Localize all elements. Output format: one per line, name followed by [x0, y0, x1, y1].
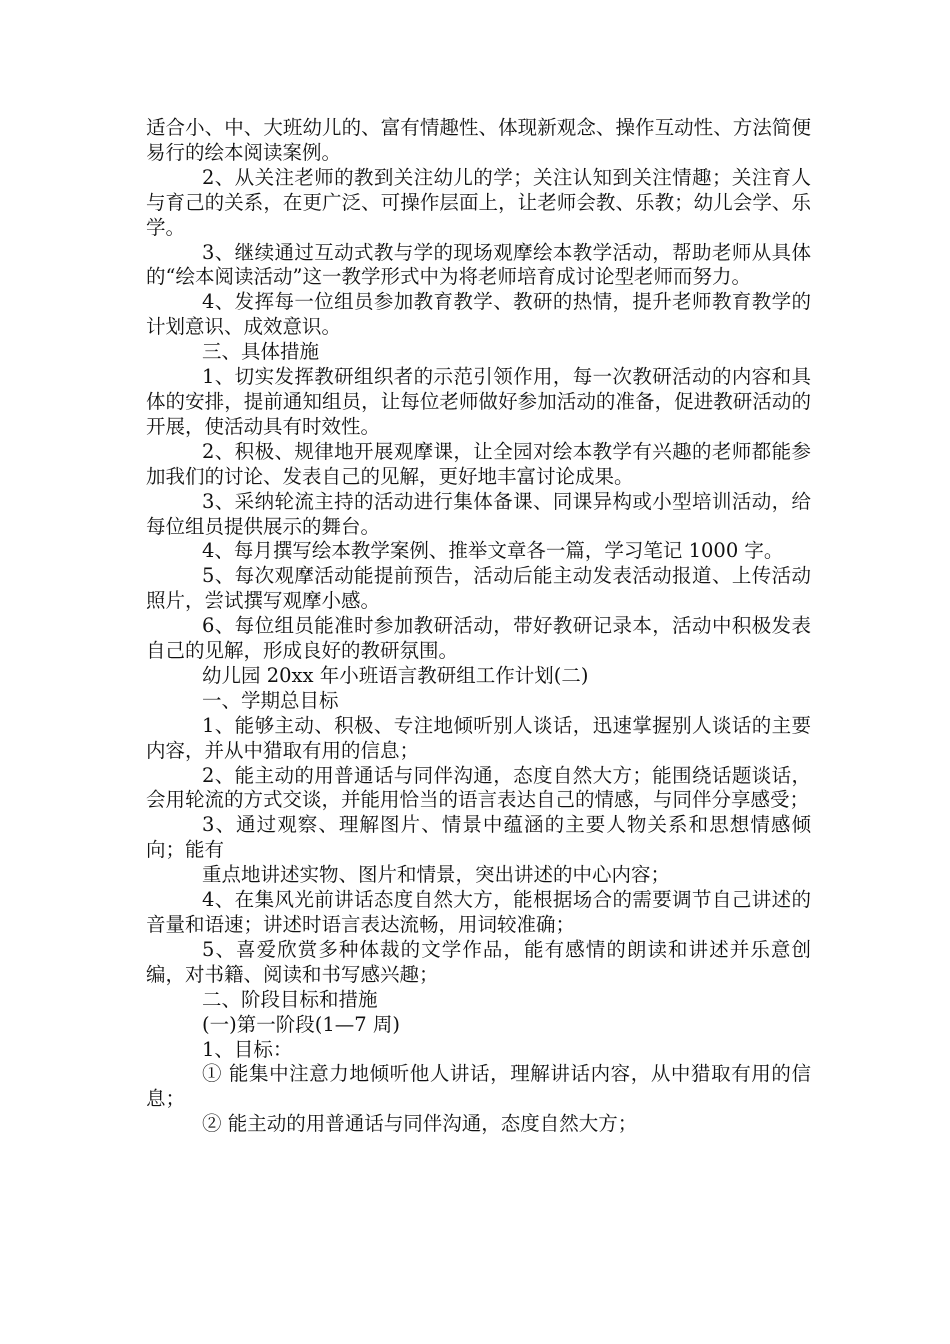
paragraph-goal-4: 4、发挥每一位组员参加教育教学、教研的热情，提升老师教育教学的计划意识、成效意识。: [146, 290, 811, 339]
paragraph-semester-goal-1: 1、能够主动、积极、专注地倾听别人谈话，迅速掌握别人谈话的主要内容，并从中猎取有用的信息；: [146, 713, 811, 762]
paragraph-goal-2: 2、从关注老师的教到关注幼儿的学；关注认知到关注情趣；关注育人与育己的关系，在更广泛、可操作层面上，让老师会教、乐教；幼儿会学、乐学。: [146, 165, 811, 239]
paragraph-semester-goal-3: 3、通过观察、理解图片、情景中蕴涵的主要人物关系和思想情感倾向；能有: [146, 813, 811, 862]
plan-title-2: 幼儿园 20xx 年小班语言教研组工作计划(二): [202, 663, 589, 687]
section-heading-semester-goals: 一、学期总目标: [202, 688, 339, 712]
paragraph-measure-4: 4、每月撰写绘本教学案例、推举文章各一篇，学习笔记 1000 字。: [202, 539, 784, 563]
section-heading-measures: 三、具体措施: [202, 340, 320, 364]
subheading-stage-1: (一)第一阶段(1—7 周): [202, 1012, 400, 1036]
paragraph-semester-goal-3-continued: 重点地讲述实物、图片和情景，突出讲述的中心内容；: [202, 863, 671, 887]
paragraph-intro-continued: 适合小、中、大班幼儿的、富有情趣性、体现新观念、操作互动性、方法简便易行的绘本阅读案例。: [146, 116, 811, 164]
paragraph-measure-6: 6、每位组员能准时参加教研活动，带好教研记录本，活动中积极发表自己的见解，形成良好的教研氛围。: [146, 614, 811, 663]
subheading-objectives: 1、目标：: [202, 1037, 293, 1061]
paragraph-objective-2: ② 能主动的用普通话与同伴沟通，态度自然大方；: [202, 1112, 638, 1136]
paragraph-measure-2: 2、积极、规律地开展观摩课，让全园对绘本教学有兴趣的老师都能参加我们的讨论、发表自己的见解，更好地丰富讨论成果。: [146, 439, 811, 488]
paragraph-measure-5: 5、每次观摩活动能提前预告，活动后能主动发表活动报道、上传活动照片，尝试撰写观摩小感。: [146, 564, 811, 613]
paragraph-semester-goal-4: 4、在集风光前讲话态度自然大方，能根据场合的需要调节自己讲述的音量和语速；讲述时语言表达流畅，用词较准确；: [146, 888, 811, 936]
document-body: [146, 116, 811, 1137]
paragraph-measure-3: 3、采纳轮流主持的活动进行集体备课、同课异构或小型培训活动，给每位组员提供展示的舞台。: [146, 489, 811, 538]
paragraph-measure-1: 1、切实发挥教研组织者的示范引领作用，每一次教研活动的内容和具体的安排，提前通知组员，让每位老师做好参加活动的准备，促进教研活动的开展，使活动具有时效性。: [146, 365, 811, 438]
paragraph-semester-goal-2: 2、能主动的用普通话与同伴沟通，态度自然大方；能围绕话题谈话，会用轮流的方式交谈，并能用恰当的语言表达自己的情感，与同伴分享感受；: [146, 763, 811, 812]
paragraph-objective-1: ① 能集中注意力地倾听他人讲话，理解讲话内容，从中猎取有用的信息；: [146, 1062, 811, 1111]
paragraph-semester-goal-5: 5、喜爱欣赏多种体裁的文学作品，能有感情的朗读和讲述并乐意创编，对书籍、阅读和书写感兴趣；: [146, 937, 811, 986]
paragraph-goal-3: 3、继续通过互动式教与学的现场观摩绘本教学活动，帮助老师从具体的“绘本阅读活动”这一教学形式中为将老师培育成讨论型老师而努力。: [146, 240, 811, 289]
section-heading-stage-goals: 二、阶段目标和措施: [202, 987, 378, 1011]
